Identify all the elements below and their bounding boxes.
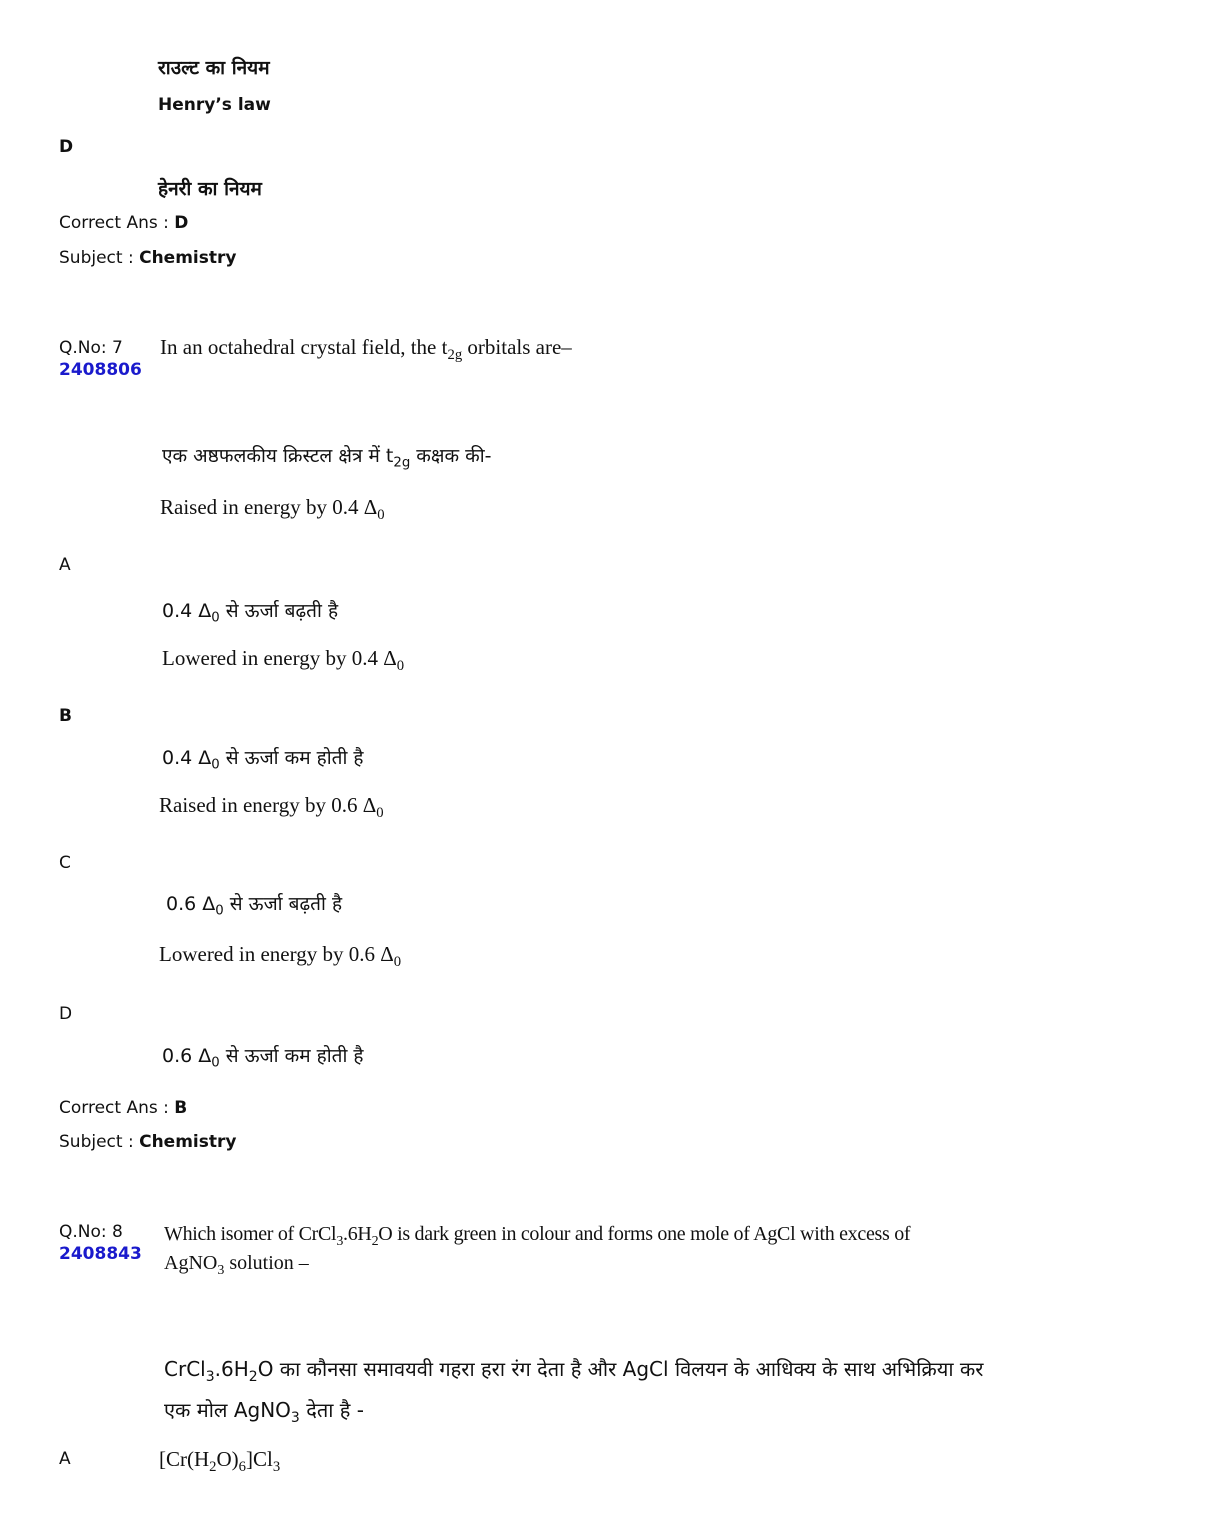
q7-option-d-letter: D: [59, 1004, 73, 1024]
q8-question-english-line1: Which isomer of $CrCl_3.6H_2O$ is dark green in colour and forms one mole of AgCl with excess of: [164, 1223, 911, 1249]
q7-option-d-english: Lowered in energy by 0.6 $\Delta_0$: [159, 942, 402, 971]
subject-value: Chemistry: [139, 248, 237, 268]
q7-question-english: In an octahedral crystal field, the $t_{2g}$ orbitals are–: [160, 335, 572, 364]
q8-question-id: 2408843: [59, 1244, 142, 1264]
q7-option-c-letter: C: [59, 853, 71, 873]
q7-option-a-letter: A: [59, 555, 71, 575]
subject-label: Subject :: [59, 248, 134, 268]
correct-answer-label: Correct Ans :: [59, 213, 169, 233]
q7-option-b-hindi: 0.4 $\Delta_0$ से ऊर्जा कम होती है: [162, 747, 364, 773]
q7-correct-answer: [59, 1098, 187, 1118]
q7-option-b-english: Lowered in energy by 0.4 $\Delta_0$: [162, 646, 405, 675]
correct-answer-value: D: [174, 213, 189, 233]
q7-option-a-hindi: 0.4 $\Delta_0$ से ऊर्जा बढ़ती है: [162, 600, 339, 626]
q7-option-c-hindi: 0.6 $\Delta_0$ से ऊर्जा बढ़ती है: [166, 893, 343, 919]
q7-subject: [59, 1132, 236, 1152]
q6-option-c-hindi: राउल्ट का नियम: [158, 57, 270, 79]
q7-option-c-english: Raised in energy by 0.6 $\Delta_0$: [159, 793, 384, 822]
q7-option-b-letter: B: [59, 706, 72, 726]
subject-label: Subject :: [59, 1132, 134, 1152]
q8-question-english-line2: AgNO$_3$ solution –: [164, 1252, 309, 1278]
q8-question-hindi-line2: एक मोल AgNO$_3$ देता है -: [164, 1398, 364, 1426]
q8-question-hindi-line1: $CrCl_3.6H_2O$ का कौनसा समावयवी गहरा हरा रंग देता है और AgCl विलयन के आधिक्य के साथ अभिक्रिया कर: [164, 1357, 984, 1385]
q8-option-a-formula: $[Cr(H_2O)_6]Cl_3$: [159, 1447, 281, 1476]
correct-answer-label: Correct Ans :: [59, 1098, 169, 1118]
subject-value: Chemistry: [139, 1132, 237, 1152]
q6-correct-answer: [59, 213, 188, 233]
q8-number: Q.No: 8: [59, 1222, 123, 1242]
q7-option-d-hindi: 0.6 $\Delta_0$ से ऊर्जा कम होती है: [162, 1045, 364, 1071]
q7-option-a-english: Raised in energy by 0.4 $\Delta_0$: [160, 495, 385, 524]
q7-question-hindi: एक अष्ठफलकीय क्रिस्टल क्षेत्र में $t_{2g}$ कक्षक की-: [162, 445, 492, 471]
q6-option-d-english: Henry’s law: [158, 95, 271, 115]
q8-option-a-letter: A: [59, 1449, 71, 1469]
q7-question-id: 2408806: [59, 360, 142, 380]
q6-option-d-hindi: हेनरी का नियम: [158, 178, 262, 200]
q6-option-d-letter: D: [59, 137, 74, 157]
q7-number: Q.No: 7: [59, 338, 123, 358]
q6-subject: [59, 248, 236, 268]
correct-answer-value: B: [174, 1098, 188, 1118]
